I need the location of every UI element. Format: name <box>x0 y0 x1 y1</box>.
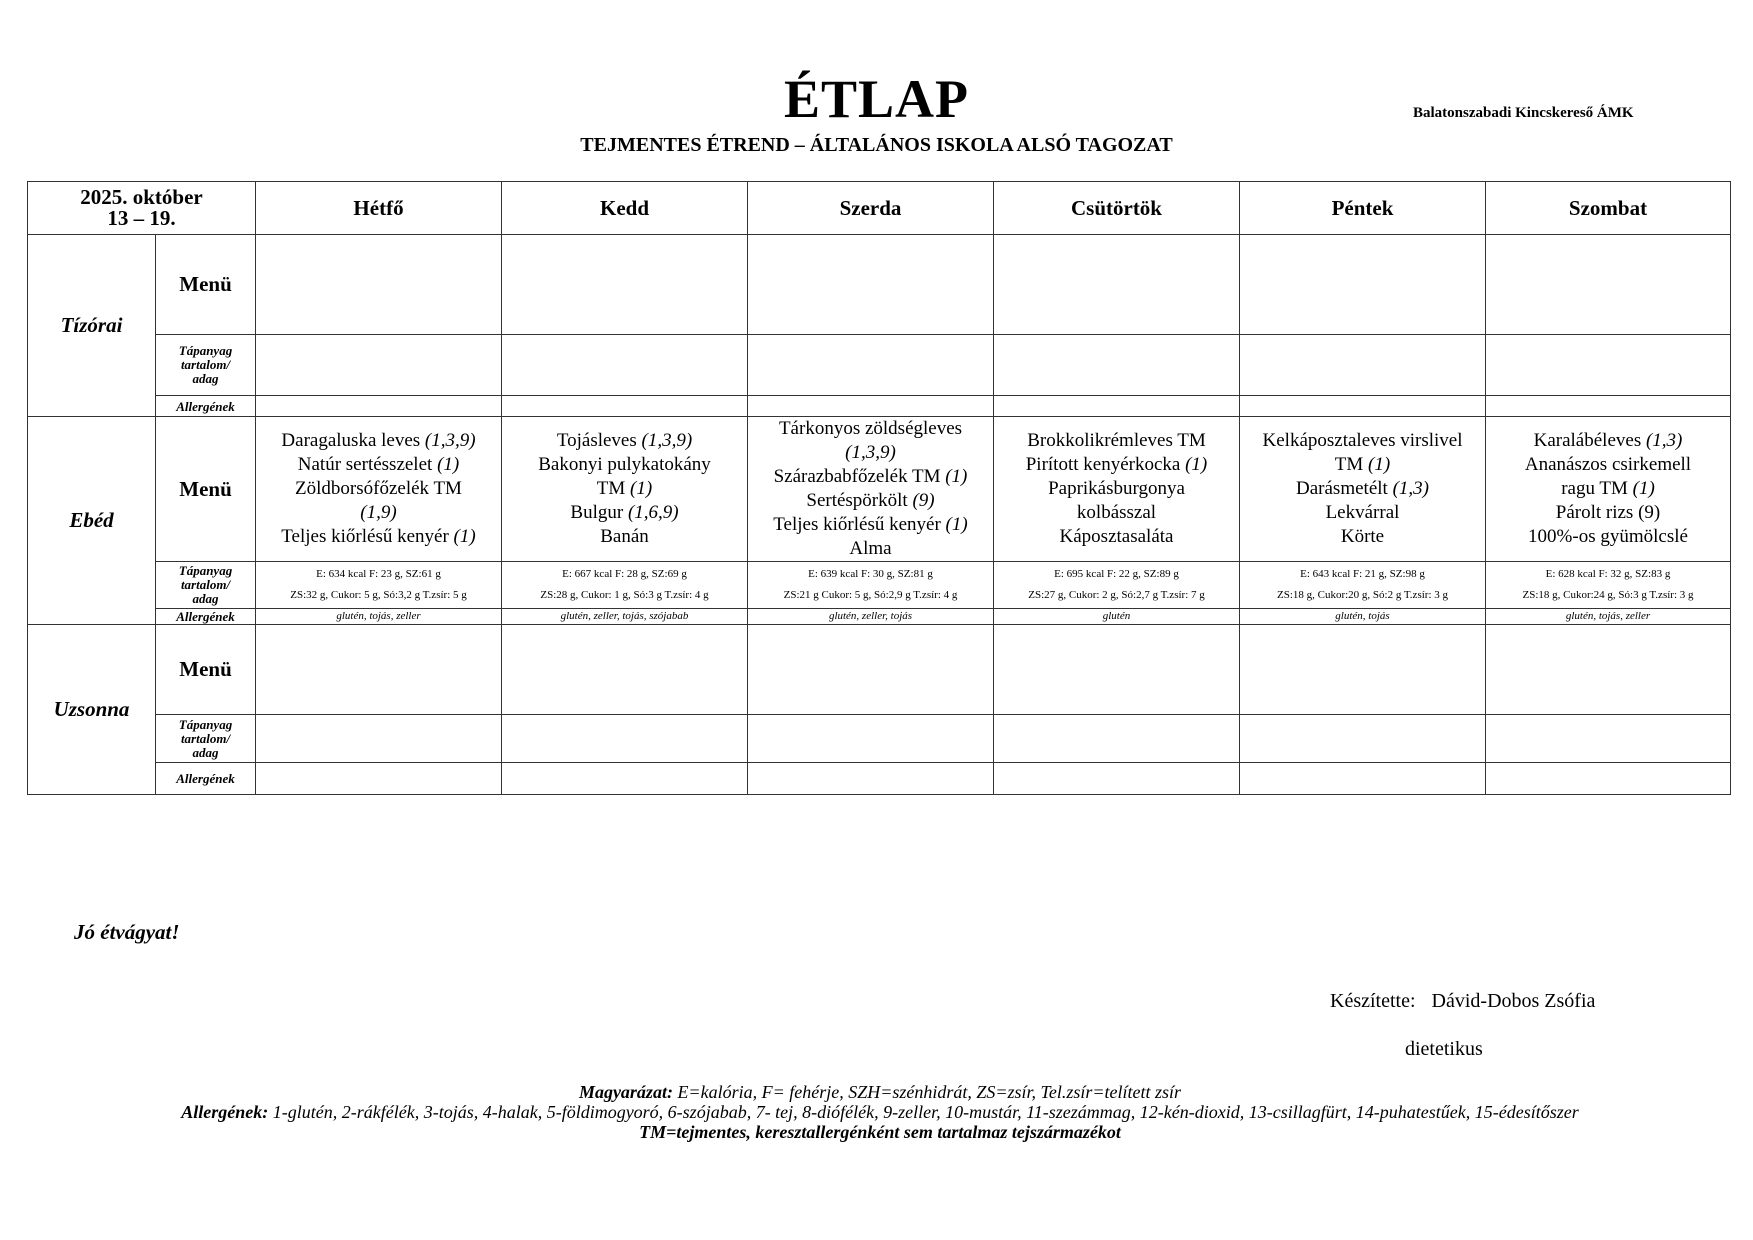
lunch-nutrients-cell <box>256 562 502 609</box>
cell-empty <box>994 396 1240 417</box>
nutrients-line-2: ZS:28 g, Cukor: 1 g, Só:3 g T.zsír: 4 g <box>540 589 709 601</box>
row-label-nutrients <box>156 715 256 763</box>
dish-line <box>256 477 501 501</box>
row-label-nutrients-line: Tápanyag <box>178 716 233 732</box>
dish-name: Lekvárral <box>1325 502 1400 523</box>
nutrients-line-2: ZS:21 g Cukor: 5 g, Só:2,9 g T.zsír: 4 g <box>783 589 958 601</box>
allergen-legend-title: Allergének: <box>181 1102 269 1122</box>
ebed-allergen-row <box>28 609 1731 625</box>
dish-line <box>1240 525 1485 549</box>
lunch-dishes-cell <box>1240 417 1486 562</box>
dish-line <box>994 477 1239 501</box>
date-line-2: 13 – 19. <box>107 206 176 230</box>
page-subtitle: TEJMENTES ÉTREND – ÁLTALÁNOS ISKOLA ALSÓ TAGOZAT <box>580 134 1173 156</box>
cell-empty <box>994 235 1240 335</box>
dish-name: Kelkáposztaleves virslivel <box>1262 430 1463 451</box>
meal-label-ebed: Ebéd <box>28 417 156 625</box>
lunch-dishes-cell <box>994 417 1240 562</box>
dish-name: Tojásleves <box>556 430 642 451</box>
dish-allergen-codes: (1) <box>1185 454 1208 475</box>
row-label-nutrients <box>156 562 256 609</box>
row-label-nutrients-line: tartalom/ <box>180 577 231 592</box>
nutrients-line-2: ZS:32 g, Cukor: 5 g, Só:3,2 g T.zsír: 5 g <box>290 589 467 601</box>
dish-line <box>748 441 993 465</box>
nutrients-line-1: E: 695 kcal F: 22 g, SZ:89 g <box>1054 568 1179 580</box>
dish-allergen-codes: (1) <box>1632 478 1655 499</box>
dish-name: ragu TM <box>1561 478 1633 499</box>
lunch-allergens-cell: glutén, tojás <box>1240 609 1486 625</box>
cell-empty <box>1240 625 1486 715</box>
lunch-dishes-cell <box>256 417 502 562</box>
author-label: Készítette: <box>1330 990 1416 1012</box>
dish-name: Natúr sertésszelet <box>297 454 438 475</box>
dish-line <box>1240 429 1485 453</box>
allergen-legend-line <box>100 1102 1660 1122</box>
dish-line <box>1486 525 1730 549</box>
lunch-nutrients-cell <box>502 562 748 609</box>
dish-name: Karalábéleves <box>1533 430 1646 451</box>
dish-line <box>502 477 747 501</box>
dish-line <box>748 465 993 489</box>
dish-name: Bakonyi pulykatokány <box>538 454 711 475</box>
dish-line <box>748 513 993 537</box>
dish-line <box>994 501 1239 525</box>
uzsonna-allergen-row <box>28 763 1731 795</box>
dish-allergen-codes: (1) <box>453 526 476 547</box>
row-label-nutrients-line: Tápanyag <box>178 343 233 358</box>
row-label-menu: Menü <box>156 235 256 335</box>
cell-empty <box>1486 625 1731 715</box>
cell-empty <box>502 335 748 396</box>
lunch-dishes-cell <box>748 417 994 562</box>
dish-name: kolbásszal <box>1076 502 1157 523</box>
tm-note: TM=tejmentes, keresztallergénként sem tartalmaz tejszármazékot <box>639 1122 1121 1142</box>
author-line <box>1330 990 1595 1013</box>
dish-line <box>1486 501 1730 525</box>
dish-line <box>1240 477 1485 501</box>
dish-name: Daragaluska leves <box>281 430 425 451</box>
lunch-nutrients-cell <box>1240 562 1486 609</box>
author-name: Dávid-Dobos Zsófia <box>1431 990 1596 1012</box>
dish-name: 100%-os gyümölcslé <box>1528 526 1688 547</box>
dish-name: Darásmetélt <box>1296 478 1393 499</box>
dish-name: Teljes kiőrlésű kenyér <box>773 514 946 535</box>
dish-line <box>1486 453 1730 477</box>
dish-allergen-codes: (1,3,9) <box>845 442 896 463</box>
ebed-nutrient-row <box>28 562 1731 609</box>
dish-name: Brokkolikrémleves TM <box>1027 430 1206 451</box>
lunch-nutrients-cell <box>1486 562 1731 609</box>
dish-allergen-codes: (1,3) <box>1645 430 1683 451</box>
lunch-allergens-cell: glutén, tojás, zeller <box>256 609 502 625</box>
dish-line <box>256 429 501 453</box>
row-label-nutrients-line: adag <box>192 591 219 606</box>
allergen-legend-text: 1-glutén, 2-rákfélék, 3-tojás, 4-halak, 5-földimogyoró, 6-szójabab, 7- tej, 8-diófélék, 9-zeller, 10-mustár, 11-szezámmag, 12-kén-dioxid, 13-csillagfürt, 14-puhatestűek, 15-édesítőszer <box>268 1102 1579 1122</box>
dish-name: Zöldborsófőzelék TM <box>295 478 462 499</box>
dish-line <box>1240 501 1485 525</box>
date-range-cell <box>28 182 256 235</box>
dish-line <box>256 525 501 549</box>
nutrients-line-1: E: 639 kcal F: 30 g, SZ:81 g <box>808 568 933 580</box>
date-line-1: 2025. október <box>80 185 203 209</box>
cell-empty <box>994 715 1240 763</box>
dish-name: Alma <box>849 538 892 559</box>
dish-line <box>994 525 1239 549</box>
dish-name: Párolt rizs (9) <box>1555 502 1661 523</box>
organization-name: Balatonszabadi Kincskereső ÁMK <box>1413 105 1634 121</box>
lunch-allergens-cell: glutén, zeller, tojás <box>748 609 994 625</box>
row-label-nutrients <box>156 335 256 396</box>
cell-empty <box>256 763 502 795</box>
uzsonna-nutrient-row <box>28 715 1731 763</box>
dish-line <box>748 417 993 441</box>
dish-name: Káposztasaláta <box>1059 526 1174 547</box>
day-header: Kedd <box>502 182 748 235</box>
row-label-nutrients-line: adag <box>192 371 219 386</box>
cell-empty <box>748 715 994 763</box>
dish-allergen-codes: (1,3) <box>1392 478 1429 499</box>
dish-name: Tárkonyos zöldségleves <box>778 418 963 439</box>
row-label-nutrients-line: tartalom/ <box>180 357 231 372</box>
day-header: Szombat <box>1486 182 1731 235</box>
cell-empty <box>994 625 1240 715</box>
lunch-nutrients-cell <box>748 562 994 609</box>
dish-allergen-codes: (1,3,9) <box>641 430 693 451</box>
row-label-nutrients-line: Tápanyag <box>178 563 233 578</box>
dish-line <box>256 501 501 525</box>
nutrients-line-1: E: 667 kcal F: 28 g, SZ:69 g <box>562 568 687 580</box>
dish-name: Sertéspörkölt <box>806 490 913 511</box>
page-title: ÉTLAP <box>783 69 970 129</box>
uzsonna-menu-row <box>28 625 1731 715</box>
cell-empty <box>1240 715 1486 763</box>
cell-empty <box>748 396 994 417</box>
cell-empty <box>1240 763 1486 795</box>
day-header: Hétfő <box>256 182 502 235</box>
legend-title: Magyarázat: <box>578 1082 673 1102</box>
dish-line <box>1486 429 1730 453</box>
dish-name: Ananászos csirkemell <box>1524 454 1692 475</box>
cell-empty <box>502 396 748 417</box>
row-label-menu: Menü <box>156 417 256 562</box>
day-header: Szerda <box>748 182 994 235</box>
greeting: Jó étvágyat! <box>74 920 180 944</box>
day-header: Csütörtök <box>994 182 1240 235</box>
author-role: dietetikus <box>1405 1038 1483 1060</box>
nutrients-line-1: E: 643 kcal F: 21 g, SZ:98 g <box>1300 568 1425 580</box>
header-row <box>28 182 1731 235</box>
cell-empty <box>1486 335 1731 396</box>
cell-empty <box>256 335 502 396</box>
cell-empty <box>748 625 994 715</box>
lunch-dishes-cell <box>1486 417 1731 562</box>
cell-empty <box>1486 235 1731 335</box>
cell-empty <box>1486 396 1731 417</box>
dish-line <box>502 429 747 453</box>
dish-line <box>748 537 993 561</box>
cell-empty <box>256 715 502 763</box>
cell-empty <box>1240 335 1486 396</box>
nutrients-line-1: E: 628 kcal F: 32 g, SZ:83 g <box>1545 568 1671 580</box>
dish-allergen-codes: (1,6,9) <box>627 502 679 523</box>
cell-empty <box>502 625 748 715</box>
cell-empty <box>502 715 748 763</box>
dish-line <box>502 453 747 477</box>
dish-name: TM <box>596 478 631 499</box>
cell-empty <box>1486 763 1731 795</box>
dish-name: Pirított kenyérkocka <box>1025 454 1186 475</box>
dish-line <box>748 489 993 513</box>
ebed-menu-row <box>28 417 1731 562</box>
nutrients-line-2: ZS:27 g, Cukor: 2 g, Só:2,7 g T.zsír: 7 g <box>1028 589 1205 601</box>
dish-allergen-codes: (1,3,9) <box>424 430 476 451</box>
dish-allergen-codes: (9) <box>912 490 935 511</box>
lunch-allergens-cell: glutén, zeller, tojás, szójabab <box>502 609 748 625</box>
tizorai-nutrient-row <box>28 335 1731 396</box>
row-label-allergens: Allergének <box>156 396 256 417</box>
tizorai-allergen-row <box>28 396 1731 417</box>
cell-empty <box>256 625 502 715</box>
dish-line <box>994 429 1239 453</box>
dish-allergen-codes: (1) <box>945 514 968 535</box>
dish-name: Paprikásburgonya <box>1048 478 1185 499</box>
row-label-allergens: Allergének <box>156 609 256 625</box>
dish-name: Teljes kiőrlésű kenyér <box>281 526 454 547</box>
day-header: Péntek <box>1240 182 1486 235</box>
dish-line <box>994 453 1239 477</box>
cell-empty <box>1240 396 1486 417</box>
lunch-allergens-cell: glutén, tojás, zeller <box>1486 609 1731 625</box>
dish-line <box>1486 477 1730 501</box>
cell-empty <box>256 235 502 335</box>
cell-empty <box>748 763 994 795</box>
dish-line <box>1240 453 1485 477</box>
legend-text: E=kalória, F= fehérje, SZH=szénhidrát, ZS=zsír, Tel.zsír=telített zsír <box>672 1082 1182 1102</box>
nutrients-line-2: ZS:18 g, Cukor:24 g, Só:3 g T.zsír: 3 g <box>1522 589 1694 601</box>
lunch-nutrients-cell <box>994 562 1240 609</box>
dish-line <box>502 525 747 549</box>
dish-name: Körte <box>1340 526 1385 547</box>
dish-line <box>502 501 747 525</box>
nutrients-line-2: ZS:18 g, Cukor:20 g, Só:2 g T.zsír: 3 g <box>1276 589 1448 601</box>
cell-empty <box>1486 715 1731 763</box>
cell-empty <box>256 396 502 417</box>
meal-label-tizorai: Tízórai <box>28 235 156 417</box>
cell-empty <box>502 763 748 795</box>
dish-name: TM <box>1334 454 1369 475</box>
dish-allergen-codes: (1) <box>1368 454 1391 475</box>
cell-empty <box>748 335 994 396</box>
dish-allergen-codes: (1) <box>630 478 653 499</box>
row-label-nutrients-line: tartalom/ <box>180 730 231 746</box>
dish-allergen-codes: (1) <box>437 454 460 475</box>
row-label-allergens: Allergének <box>156 763 256 795</box>
dish-line <box>256 453 501 477</box>
dish-name: Banán <box>600 526 649 547</box>
dish-allergen-codes: (1) <box>945 466 968 487</box>
lunch-allergens-cell: glutén <box>994 609 1240 625</box>
cell-empty <box>994 335 1240 396</box>
cell-empty <box>1240 235 1486 335</box>
cell-empty <box>748 235 994 335</box>
dish-name: Szárazbabfőzelék TM <box>773 466 946 487</box>
dish-name: Bulgur <box>570 502 628 523</box>
cell-empty <box>502 235 748 335</box>
dish-allergen-codes: (1,9) <box>360 502 397 523</box>
cell-empty <box>994 763 1240 795</box>
legend <box>100 1082 1660 1142</box>
row-label-menu: Menü <box>156 625 256 715</box>
nutrients-line-1: E: 634 kcal F: 23 g, SZ:61 g <box>316 568 441 580</box>
tizorai-menu-row <box>28 235 1731 335</box>
legend-line <box>100 1082 1660 1102</box>
menu-table <box>27 181 1731 795</box>
lunch-dishes-cell <box>502 417 748 562</box>
row-label-nutrients-line: adag <box>192 744 219 760</box>
meal-label-uzsonna: Uzsonna <box>28 625 156 795</box>
